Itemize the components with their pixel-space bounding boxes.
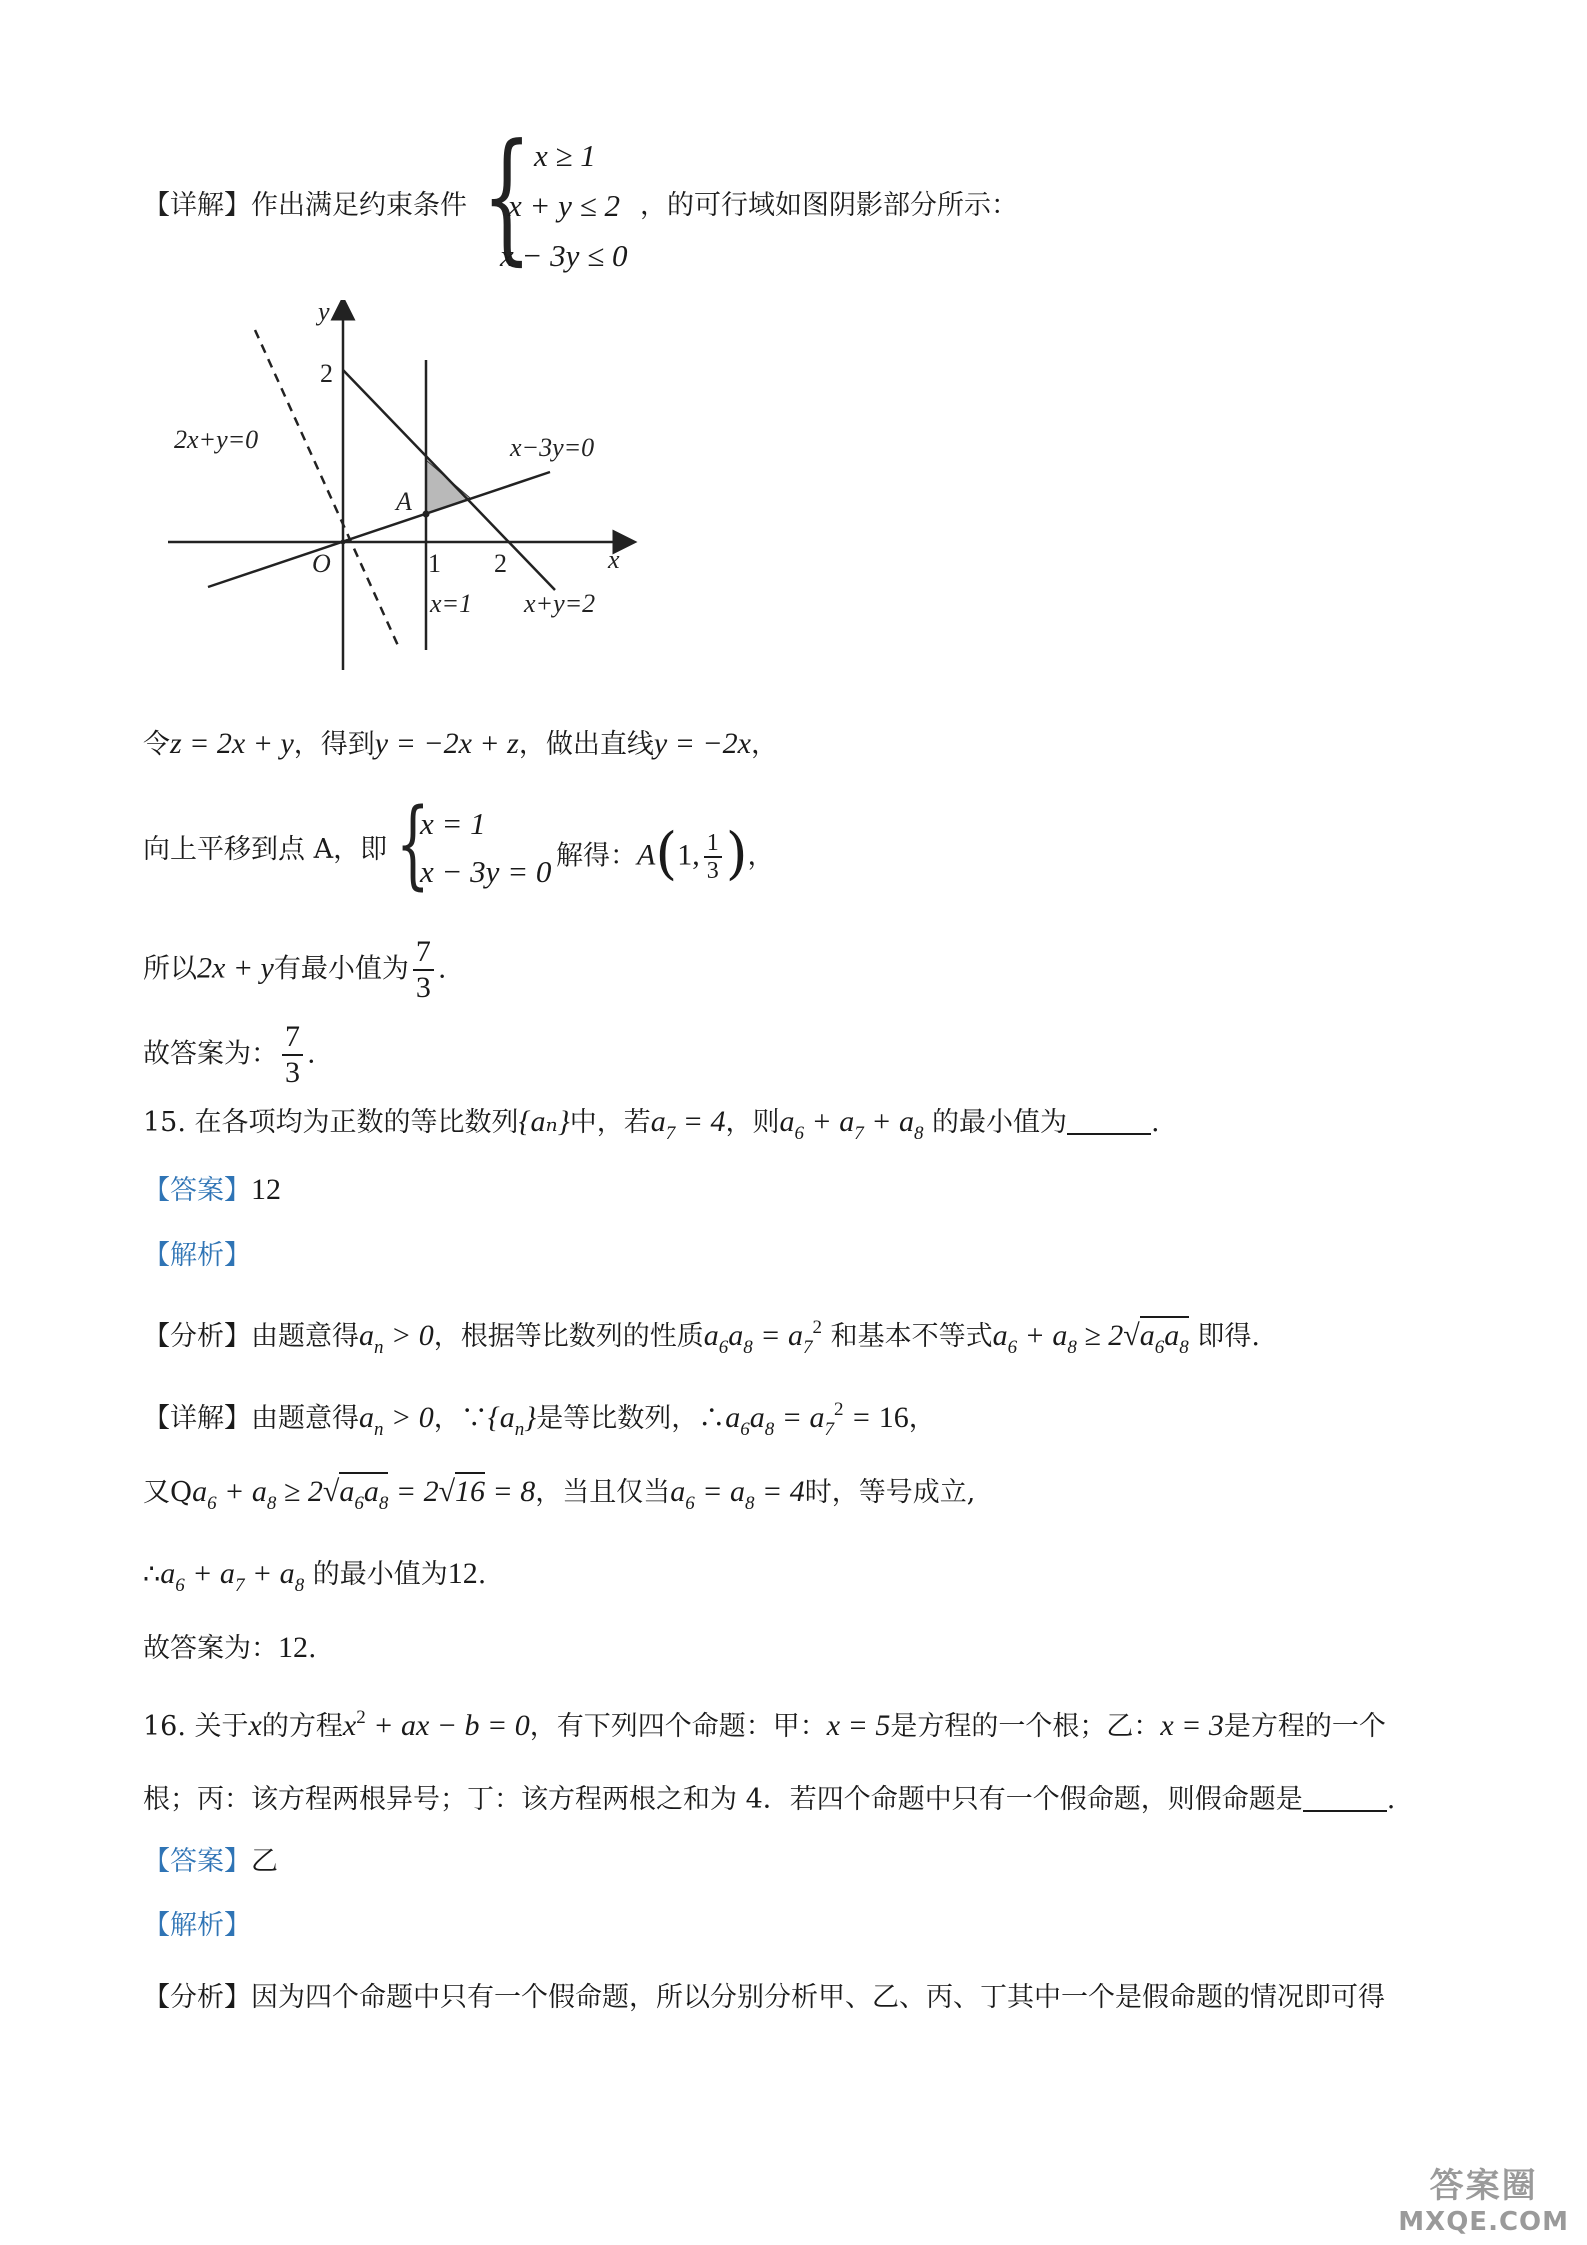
x-axis-label: x <box>608 545 620 574</box>
answer-fraction: $\frac{7}{3}$ <box>282 1020 303 1090</box>
p15-inequality: 又$Qa_6 + a_8 \ge 2√a_6a_8 = 2√16 = 8$，当且仅当$a_6 = a_8 = 4$时，等号成立, <box>143 1472 975 1524</box>
answer-blank <box>1067 1107 1151 1135</box>
constraint-3: x − 3y ≤ 0 <box>500 238 628 273</box>
detail-intro: 作出满足约束条件 <box>251 190 467 221</box>
y-axis-label: y <box>318 300 330 326</box>
tick-y-2: 2 <box>320 359 333 388</box>
p16-question-line1: 16. 关于x的方程$x^2$ + ax − b = 0，有下列四个命题：甲：x = 5是方程的一个根；乙：x = 3是方程的一个 <box>143 1707 1386 1742</box>
feasible-region-graph <box>160 300 640 680</box>
solve-brace: { <box>396 788 430 900</box>
detail-after-system: ，的可行域如图阴影部分所示： <box>640 190 1018 221</box>
p16-question-line2: 根；丙：该方程两根异号；丁：该方程两根之和为 4．若四个命题中只有一个假命题，则假命题是 . <box>143 1784 1396 1815</box>
label-x-plus-y-2: x+y=2 <box>524 589 596 618</box>
p16-answer: 【答案】乙 <box>143 1846 278 1877</box>
p14-line1: 令z = 2x + y，得到y = −2x + z，做出直线y = −2x， <box>143 727 778 760</box>
p15-answer: 【答案】12 <box>143 1173 281 1206</box>
p15-analysis-tag: 【解析】 <box>143 1240 251 1271</box>
p15-xiangjie: 【详解】由题意得$a_n > 0$，$\because\{a_n\}$是等比数列，$\therefore a_6a_8 = a_7^2 = 16$， <box>143 1399 936 1440</box>
detail-tag: 【详解】 <box>143 190 251 221</box>
label-x-minus-3y: x−3y=0 <box>510 433 595 462</box>
constraint-1: x ≥ 1 <box>534 138 596 173</box>
p15-question: 15. 在各项均为正数的等比数列{aₙ}中，若$a_7 = 4$，则$a_6 + a_7 + a_8$ 的最小值为 . <box>143 1105 1160 1144</box>
p15-final: 故答案为：12. <box>143 1631 317 1664</box>
solve-eq-2: x − 3y = 0 <box>420 854 552 889</box>
p14-line2-solution: 解得：A(1, $\frac{1}{3}$ )， <box>556 821 775 887</box>
constraint-brace: { <box>482 114 532 279</box>
p14-answer: 故答案为： $\frac{7}{3}$ . <box>143 1020 316 1089</box>
tick-x-1: 1 <box>428 549 441 578</box>
p14-detail-line <box>143 186 467 226</box>
p16-analysis-tag: 【解析】 <box>143 1910 251 1941</box>
watermark-url: MXQE.COM <box>1398 2207 1569 2237</box>
answer-blank <box>1303 1784 1387 1812</box>
p15-therefore: $\therefore a_6 + a_7 + a_8$ 的最小值为12. <box>143 1557 487 1596</box>
origin-label: O <box>312 549 331 578</box>
solve-eq-1: x = 1 <box>420 806 486 841</box>
constraint-2: x + y ≤ 2 <box>508 188 620 223</box>
p15-fenxi: 【分析】由题意得$a_n > 0$，根据等比数列的性质$a_6a_8 = a_7^2$ 和基本不等式$a_6 + a_8 \ge 2√a_6a_8$ 即得. <box>143 1317 1260 1358</box>
tick-x-2: 2 <box>494 549 507 578</box>
p16-fenxi: 【分析】因为四个命题中只有一个假命题，所以分别分析甲、乙、丙、丁其中一个是假命题的情况即可得 <box>143 1982 1385 2013</box>
label-x-equals-1: x=1 <box>430 589 473 618</box>
site-watermark <box>1398 2158 1569 2237</box>
point-a <box>423 511 430 518</box>
label-2x-plus-y: 2x+y=0 <box>174 425 259 454</box>
min-value-fraction: $\frac{7}{3}$ <box>413 935 434 1005</box>
p14-line3: 所以2x + y有最小值为 $\frac{7}{3}$ . <box>143 935 447 1004</box>
p14-line2-text: 向上平移到点 A，即 <box>143 834 388 865</box>
point-a-label: A <box>396 487 412 516</box>
watermark-logo-text: 答案圈 <box>1429 2166 1538 2206</box>
